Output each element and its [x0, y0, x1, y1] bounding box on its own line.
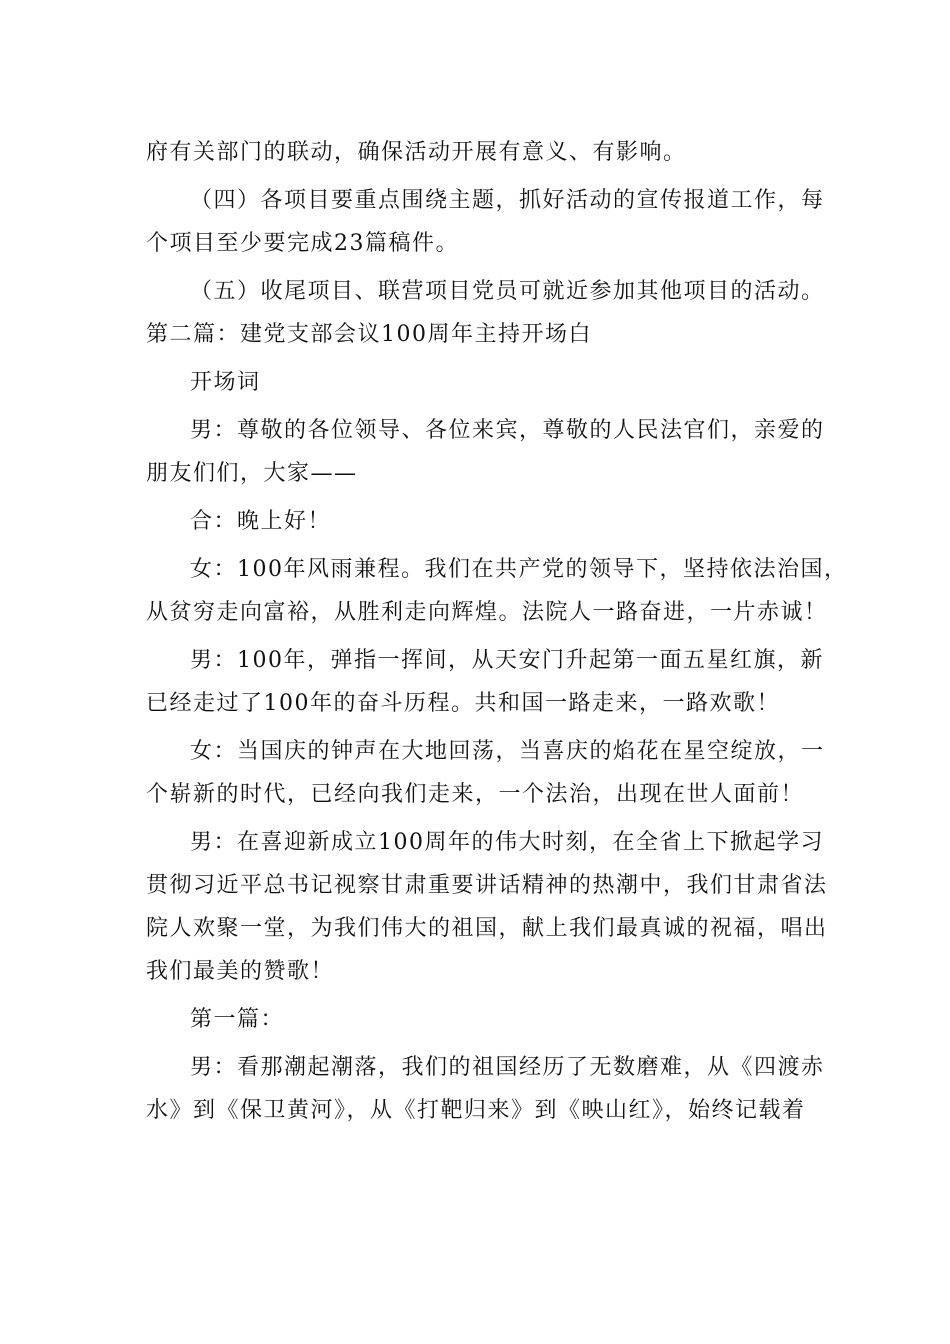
paragraph-line: 府有关部门的联动，确保活动开展有意义、有影响。 — [146, 140, 687, 165]
paragraph-line: 从贫穷走向富裕，从胜利走向辉煌。法院人一路奋进，一片赤诚！ — [146, 600, 828, 625]
paragraph-line: 个崭新的时代，已经向我们走来，一个法治，出现在世人面前！ — [146, 782, 805, 807]
paragraph-line: 男：在喜迎新成立100周年的伟大时刻，在全省上下掀起学习 — [190, 830, 824, 855]
paragraph-line: 男：看那潮起潮落，我们的祖国经历了无数磨难，从《四渡赤 — [190, 1055, 825, 1080]
paragraph-line: （四）各项目要重点围绕主题，抓好活动的宣传报道工作，每 — [190, 188, 825, 213]
paragraph-line: 贯彻习近平总书记视察甘肃重要讲话精神的热潮中，我们甘肃省法 — [146, 873, 828, 898]
subheading: 第一篇： — [190, 1007, 285, 1032]
paragraph-line: 朋友们们，大家—— — [146, 461, 358, 486]
paragraph-line: （五）收尾项目、联营项目党员可就近参加其他项目的活动。 — [190, 279, 825, 304]
paragraph-line: 女：当国庆的钟声在大地回荡，当喜庆的焰花在星空绽放，一 — [190, 739, 825, 764]
paragraph-line: 女：100年风雨兼程。我们在共产党的领导下，坚持依法治国， — [190, 557, 848, 582]
paragraph-line: 男：100年，弹指一挥间，从天安门升起第一面五星红旗，新 — [190, 648, 824, 673]
paragraph-line: 合：晚上好！ — [190, 509, 332, 534]
paragraph-line: 我们最美的赞歌！ — [146, 959, 335, 984]
paragraph-line: 水》到《保卫黄河》，从《打靶归来》到《映山红》，始终记载着 — [146, 1098, 806, 1123]
paragraph-line: 院人欢聚一堂，为我们伟大的祖国，献上我们最真诚的祝福，唱出 — [146, 916, 828, 941]
paragraph-line: 已经走过了100年的奋斗历程。共和国一路走来，一路欢歌！ — [146, 691, 780, 716]
paragraph-line: 个项目至少要完成23篇稿件。 — [146, 231, 459, 256]
subheading: 开场词 — [190, 370, 261, 395]
document-body — [146, 131, 848, 1132]
section-heading: 第二篇：建党支部会议100周年主持开场白 — [146, 322, 592, 347]
paragraph-line: 男：尊敬的各位领导、各位来宾，尊敬的人民法官们，亲爱的 — [190, 418, 825, 443]
